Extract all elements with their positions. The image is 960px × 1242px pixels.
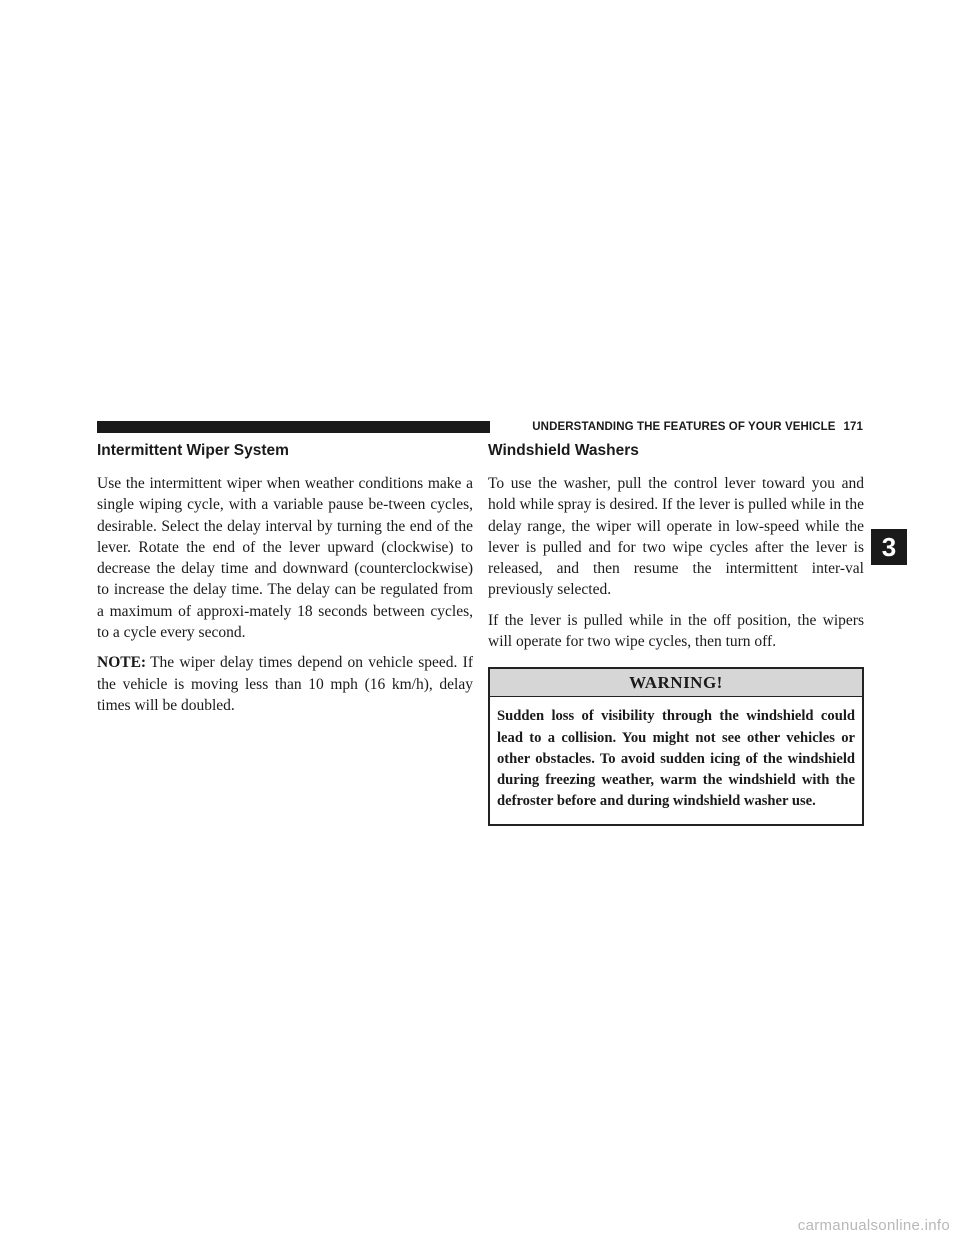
- right-column: [488, 441, 864, 826]
- chapter-tab: 3: [871, 529, 907, 565]
- note-text: The wiper delay times depend on vehicle speed. If the vehicle is moving less than 10 mph (16 km/h), delay times will be doubled.: [97, 654, 473, 714]
- page-number: 171: [843, 421, 863, 433]
- intermittent-wiper-heading: Intermittent Wiper System: [97, 442, 289, 459]
- warning-box: [488, 667, 864, 826]
- warning-title: WARNING!: [490, 669, 862, 697]
- windshield-washers-heading: Windshield Washers: [488, 442, 639, 459]
- left-column: [97, 441, 473, 725]
- washer-paragraph-1: To use the washer, pull the control lever toward you and hold while spray is desired. If the lever is pulled while in the delay range, the wiper will operate in low-speed while the lever is pulled and for two wipe cycles after the lever is released, and then resume the intermittent inter-val previously selected.: [488, 475, 864, 599]
- washer-paragraph-2: If the lever is pulled while in the off position, the wipers will operate for two wipe cycles, then turn off.: [488, 611, 864, 651]
- note-label: NOTE:: [97, 654, 147, 672]
- note-paragraph: [97, 652, 473, 716]
- watermark: carmanualsonline.info: [797, 1217, 950, 1234]
- intermittent-wiper-paragraph: Use the intermittent wiper when weather conditions make a single wiping cycle, with a variable pause be-tween cycles, desirable. Select the delay interval by turning the end of the lever. Rotate the end of the lever upward (clockwise) to decrease the delay time and downward (counterclockwise) to increase the delay time. The delay can be regulated from a maximum of approxi-mately 18 seconds between cycles, to a cycle every second.: [97, 475, 473, 642]
- warning-text: Sudden loss of visibility through the windshield could lead to a collision. You might not see other vehicles or other obstacles. To avoid sudden icing of the windshield during freezing weather, warm the windshield with the defroster before and during windshield washer use.: [497, 708, 855, 810]
- section-title: UNDERSTANDING THE FEATURES OF YOUR VEHICLE: [532, 421, 836, 433]
- running-head: [497, 420, 863, 434]
- header-rule: [97, 421, 490, 433]
